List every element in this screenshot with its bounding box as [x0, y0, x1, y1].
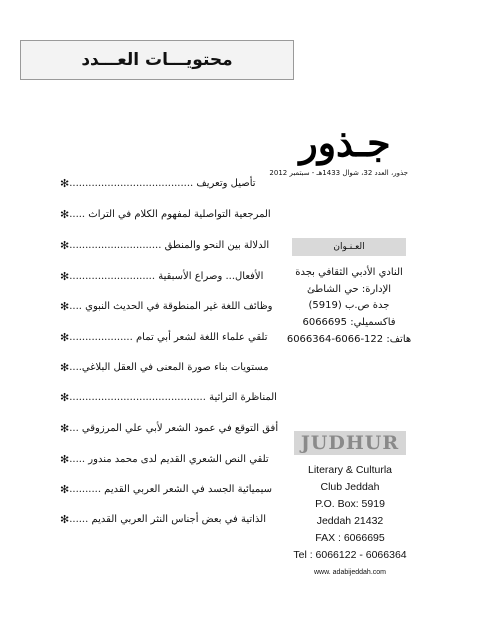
address-line: الإدارة: حي الشاطئ	[306, 284, 392, 295]
address-heading-label: العـنـوان	[333, 242, 365, 252]
star-bullet-icon: ✻	[60, 330, 70, 344]
star-bullet-icon: ✻	[60, 207, 70, 221]
list-item	[55, 510, 266, 528]
address-line: هاتف: 122-6066-6066364	[286, 334, 412, 345]
star-bullet-icon: ✻	[60, 390, 70, 404]
toc-entry-text: مستويات بناء صورة المعنى في العقل البلاغي....	[69, 361, 269, 373]
star-bullet-icon: ✻	[60, 299, 70, 313]
list-item	[55, 480, 272, 498]
star-bullet-icon: ✻	[60, 269, 70, 283]
address-line: جدة ص.ب (5919)	[308, 300, 390, 311]
list-item	[55, 450, 269, 468]
star-bullet-icon: ✻	[60, 482, 70, 496]
english-address-line: P.O. Box: 5919	[315, 498, 385, 510]
english-address-line: Literary & Culturla	[307, 464, 393, 476]
toc-entry-text: المناظرة التراثية ...........................................	[69, 391, 277, 403]
english-address-line: Jeddah 21432	[316, 515, 384, 527]
star-bullet-icon: ✻	[60, 238, 70, 252]
list-item	[55, 328, 268, 346]
address-heading	[292, 238, 406, 256]
contents-title: محتويـــات العـــدد	[81, 50, 233, 70]
english-address-line: Tel : 6066122 - 6066364	[293, 549, 407, 561]
star-bullet-icon: ✻	[60, 176, 70, 190]
star-bullet-icon: ✻	[60, 452, 70, 466]
star-bullet-icon: ✻	[60, 512, 70, 526]
toc-entry-text: أفق التوقع في عمود الشعر لأبي علي المرزوقي ...	[69, 422, 279, 434]
judhur-logo	[288, 118, 402, 166]
list-item	[55, 419, 279, 437]
english-address-line: Club Jeddah	[320, 481, 380, 493]
address-line: النادي الأدبي الثقافي بجدة	[295, 267, 403, 278]
list-item	[55, 297, 273, 315]
list-item	[55, 236, 270, 254]
star-bullet-icon: ✻	[60, 360, 70, 374]
english-address-line: FAX : 6066695	[315, 532, 385, 544]
toc-entry-text: المرجعية التواصلية لمفهوم الكلام في التراث .....	[69, 208, 271, 220]
list-item	[55, 205, 271, 223]
issue-info: جذور، العدد 32، شوال 1433هـ - سبتمبر 2012	[269, 169, 408, 177]
list-item	[55, 267, 264, 285]
toc-entry-text: الأفعال... وصراع الأسبقية ...........................	[69, 270, 264, 282]
list-item	[55, 174, 256, 192]
list-item	[55, 388, 277, 406]
toc-entry-text: تأصيل وتعريف .......................................	[69, 177, 256, 189]
judhur-wordmark	[294, 431, 406, 455]
judhur-wordmark-text: JUDHUR	[300, 432, 400, 454]
toc-entry-text: الدلالة بين النحو والمنطق .............................	[69, 239, 270, 251]
contents-header-box	[20, 40, 294, 80]
toc-entry-text: تلقي النص الشعري القديم لدى محمد مندور .....	[69, 453, 269, 465]
address-line: فاكسميلي: 6066695	[302, 317, 396, 328]
website-link[interactable]: www. adabijeddah.com	[314, 569, 386, 576]
list-item	[55, 358, 269, 376]
toc-entry-text: وظائف اللغة غير المنطوقة في الحديث النبوي ....	[69, 300, 273, 312]
logo-text: جـذور	[299, 120, 391, 165]
toc-entry-text: تلقي علماء اللغة لشعر أبي تمام ....................	[69, 331, 268, 343]
toc-entry-text: سيميائية الجسد في الشعر العربي القديم ..........	[69, 483, 272, 495]
toc-entry-text: الذاتية في بعض أجناس النثر العربي القديم ......	[69, 513, 266, 525]
star-bullet-icon: ✻	[60, 421, 70, 435]
